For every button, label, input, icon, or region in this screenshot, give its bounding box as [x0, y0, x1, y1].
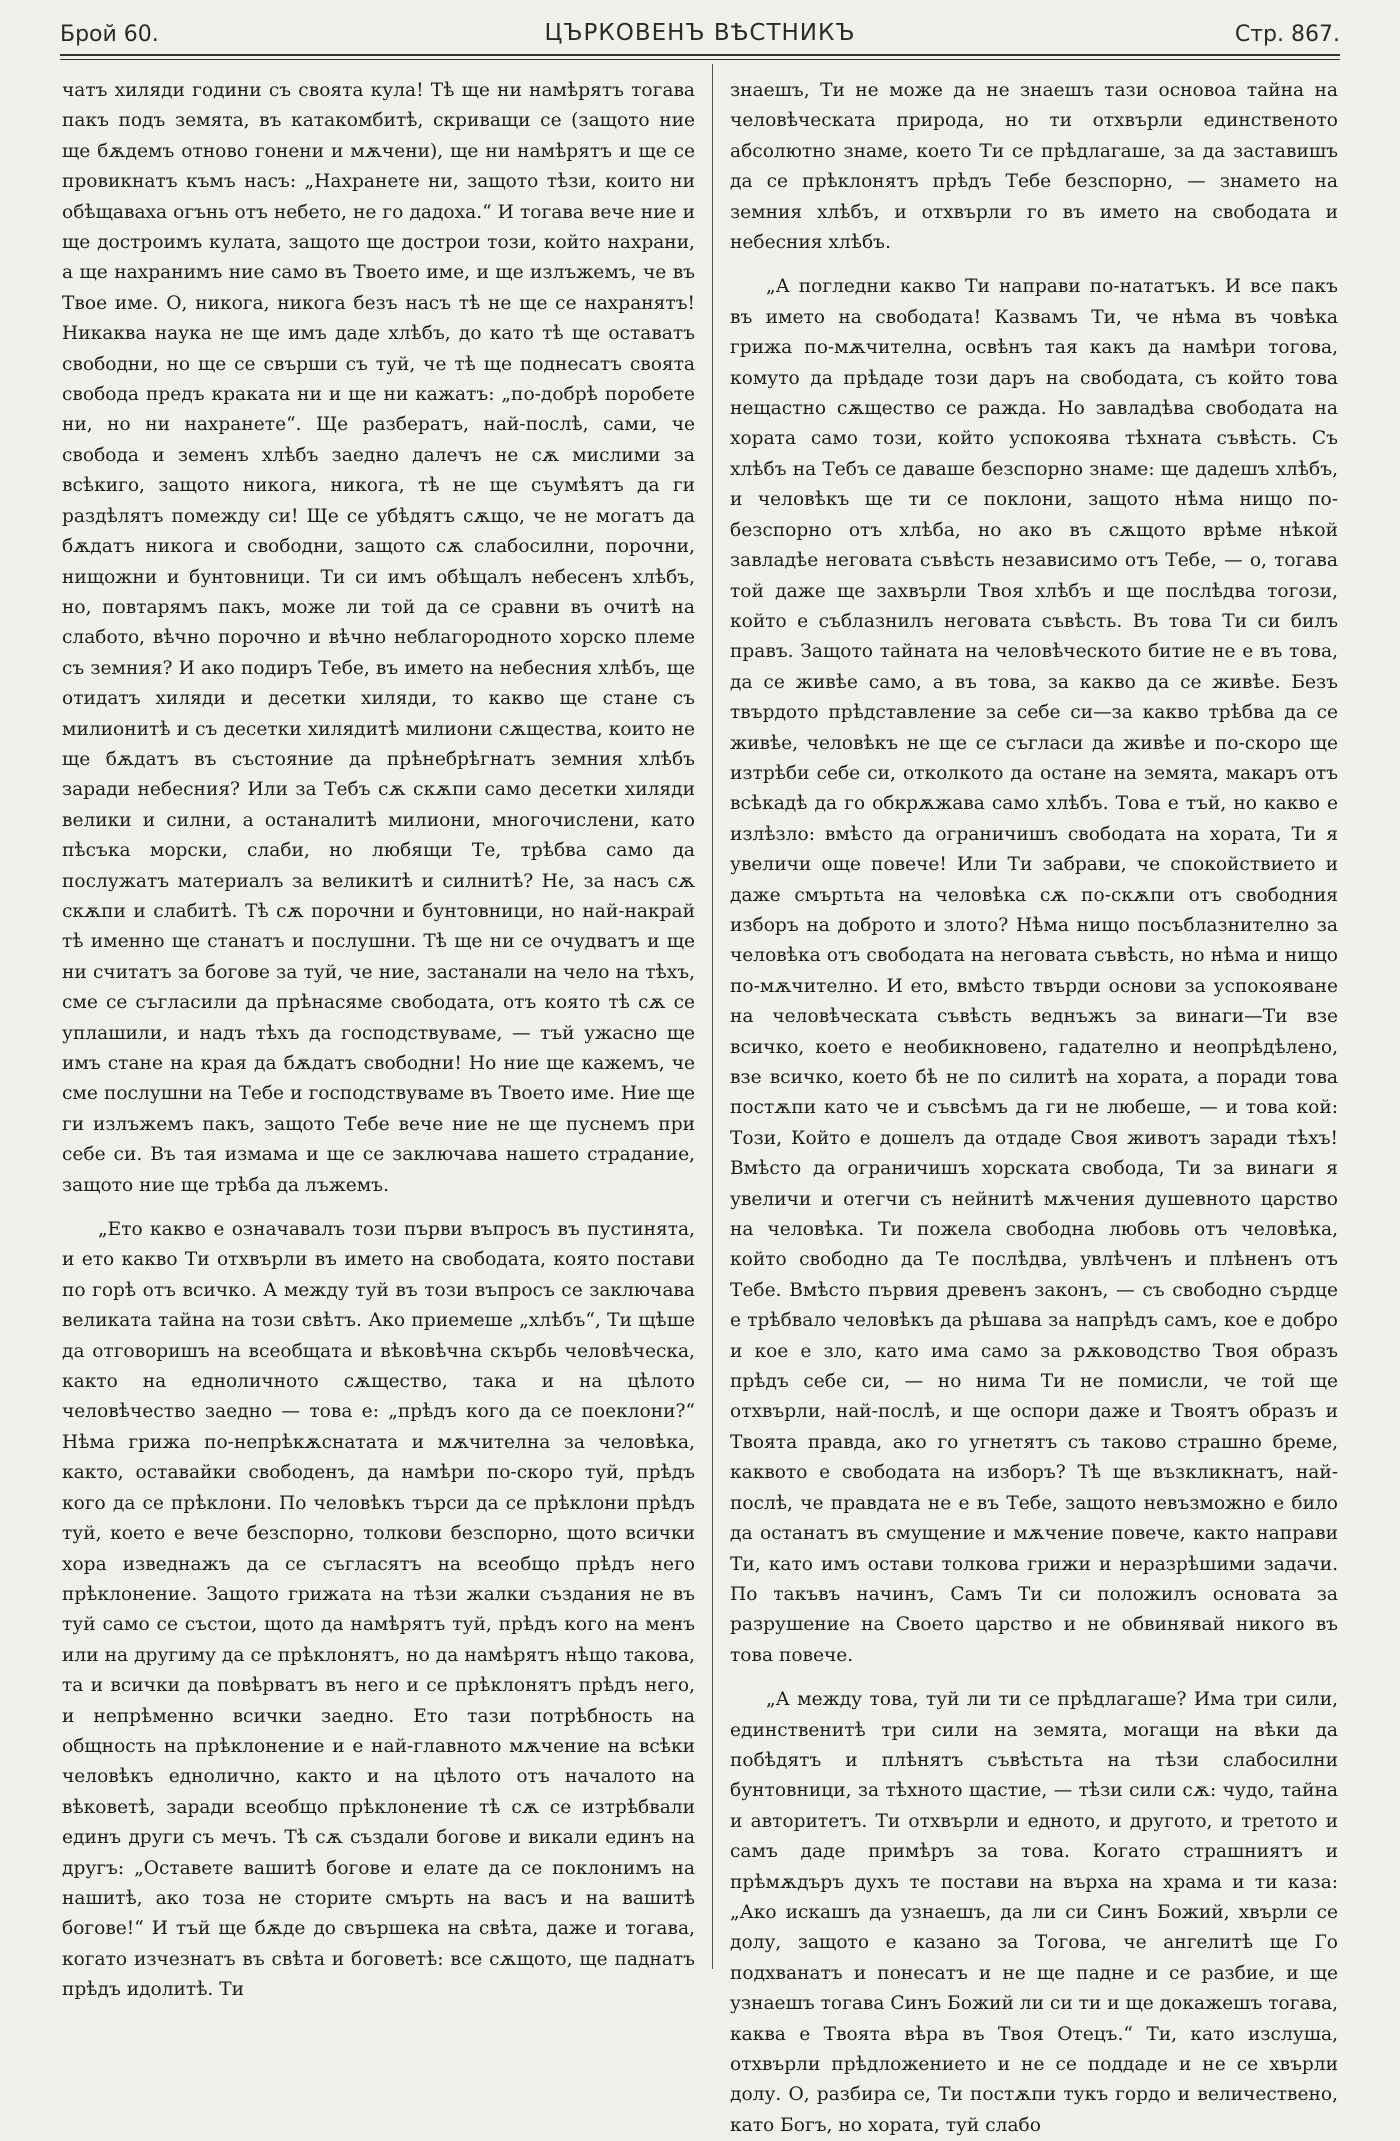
right-paragraph-1: знаешъ, Ти не може да не знаешъ тази основоа тайна на человѣческата природа, но ти отхвърли единственото абсолютно знаме, което Ти се прѣдлагаше, за да заставишъ да се прѣклонятъ прѣдъ Тебе безспорно, — знамето на земния хлѣбъ, и отхвърли го въ името на свободата и небесния хлѣбъ.	[730, 80, 1338, 254]
right-paragraph-2: „А погледни какво Ти направи по-нататъкъ. И все пакъ въ името на свободата! Казвамъ Ти, че нѣма въ човѣка грижа по-мѫчителна, освѣнъ тая какъ да намѣри тогова, комуто да прѣдаде този даръ на свободата, съ който това нещастно сѫщество се ражда. Но завладѣва свободата на хората само този, който успокоява тѣхната съвѣсть. Съ хлѣбъ на Тебъ се даваше безспорно знаме: ще дадешъ хлѣбъ, и человѣкъ ще ти се поклони, защото нѣма нищо по-безспорно отъ хлѣба, но ако въ сѫщото врѣме нѣкой завладѣе неговата съвѣсть независимо отъ Тебе, — о, тогава той даже ще захвърли Твоя хлѣбъ и ще послѣдва тогози, който е съблазнилъ неговата съвѣсть. Въ това Ти си билъ правъ. Защото тайната на человѣческото битие не е въ това, да се живѣе само, а въ това, за какво да се живѣе. Безъ твърдото прѣдставление за себе си—за какво трѣбва да се живѣе, человѣкъ не ще се съгласи да живѣе и по-скоро ще изтрѣби себе си, отколкото да остане на земята, макаръ отъ всѣкадѣ да го обкрѫжава само хлѣбъ. Това е тъй, но какво е излѣзло: вмѣсто да ограничишъ свободата на хората, Ти я увеличи още повече! Или Ти забрави, че спокойствието и даже смъртьта на человѣка сѫ по-скѫпи отъ свободния изборъ на доброто и злото? Нѣма нищо посъблазнително за человѣка отъ свободата на неговата съвѣсть, но нѣма и нищо по-мѫчително. И ето, вмѣсто твърди основи за успокояване на человѣческата съвѣсть веднъжъ за винаги—Ти взе всичко, което е необикновено, гадателно и неопрѣдѣлено, взе всичко, което бѣ не по силитѣ на хората, а поради това постѫпи като че и съвсѣмъ да ги не любеше, — и това кой: Този, Който е дошелъ да отдаде Своя животъ заради тѣхъ! Вмѣсто да ограничишъ хорската свобода, Ти за винаги я увеличи и отегчи съ нейнитѣ мѫчения душевното царство на человѣка. Ти пожела свободна любовь отъ человѣка, който свободно да Те послѣдва, увлѣченъ и плѣненъ отъ Тебе. Вмѣсто първия древенъ законъ, — съ свободно сърдце е трѣбвало человѣкъ да рѣшава за напрѣдъ самъ, кое е добро и кое е зло, като има само за рѫководство Твоя образъ прѣдъ себе си, — но нима Ти не помисли, че той ще отхвърли, най-послѣ, и ще оспори даже и Твоятъ образъ и Твоята правда, ако го угнетятъ съ таково страшно бреме, каквото е свободата на изборъ? Тѣ ще възкликнатъ, най-послѣ, че правдата не е въ Тебе, защото невъзможно е било да останатъ въ смущение и мѫчение повече, както направи Ти, като имъ остави толкова грижи и неразрѣшими задачи. По такъвъ начинъ, Самъ Ти си положилъ основата за разрушение на Своето царство и не обвинявай никого въ това повече.	[730, 276, 1338, 1666]
right-paragraph-3: „А между това, туй ли ти се прѣдлагаше? Има три сили, единственитѣ три сили на земята, могащи на вѣки да побѣдятъ и плѣнятъ съвѣстьта на тѣзи слабосилни бунтовници, за тѣхното щастие, — тѣзи сили сѫ: чудо, тайна и авторитетъ. Ти отхвърли и едното, и другото, и третото и самъ даде примѣръ за това. Когато страшниятъ и прѣмѫдъръ духъ те постави на върха на храма и ти каза: „Ако искашъ да узнаешъ, да ли си Синъ Божий, хвърли се долу, защото е казано за Тогова, че ангелитѣ ще Го подхванатъ и понесатъ и не ще падне и се разбие, и ще узнаешъ тогава Синъ Божий ли си ти и ще докажешъ тогава, каква е Твоята вѣра въ Твоя Отецъ.“ Ти, като изслуша, отхвърли прѣдложението и не се поддаде и не се хвърли долу. О, разбира се, Ти постѫпи тукъ гордо и величествено, като Богъ, но хората, туй слабо	[730, 1689, 1338, 2136]
left-paragraph-2: „Ето какво е означавалъ този първи въпросъ въ пустинята, и ето какво Ти отхвърли въ името на свободата, която постави по горѣ отъ всичко. А между туй въ този въпросъ се заключава великата тайна на този свѣтъ. Ако приемеше „хлѣбъ“, Ти щѣше да отговоришъ на всеобщата и вѣковѣчна скърбь человѣческа, както на едноличното сѫщество, така и на цѣлото человѣчество заедно — това е: „прѣдъ кого да се поеклони?“ Нѣма грижа по-непрѣкѫснатата и мѫчителна за человѣка, както, оставайки свободенъ, да намѣри по-скоро туй, прѣдъ кого да се прѣклони. По человѣкъ търси да се прѣклони прѣдъ туй, което е вече безспорно, толкови безспорно, щото всички хора изведнажъ да се съгласятъ на всеобщо прѣдъ него прѣклонение. Защото грижата на тѣзи жалки създания не въ туй само се състои, щото да намѣрятъ туй, прѣдъ кого на менъ или на другиму да се прѣклонятъ, но да намѣрятъ нѣщо такова, та и всички да повѣрватъ въ него и се прѣклонятъ прѣдъ него, и непрѣменно всички заедно. Ето тази потрѣбность на общность на прѣклонение и е най-главното мѫчение на всѣки человѣкъ еднолично, както и на цѣлото отъ началото на вѣковетѣ, заради всеобщо прѣклонение тѣ сѫ се изтрѣбвали единъ други съ мечъ. Тѣ сѫ създали богове и викали единъ на другъ: „Оставете вашитѣ богове и елате да се поклонимъ на нашитѣ, ако тоза не сторите смърть на васъ и на вашитѣ богове!“ И тъй ще бѫде до свършека на свѣта, даже и тогава, когато изчезнатъ въ свѣта и боговетѣ: все сѫщото, ще паднатъ прѣдъ идолитѣ. Ти	[62, 1219, 695, 2001]
left-column	[62, 76, 695, 2001]
newspaper-title: ЦЪРКОВЕНЪ ВѢСТНИКЪ	[544, 20, 856, 46]
page-header	[60, 18, 1340, 52]
header-rule-thin	[60, 59, 1340, 60]
column-divider	[712, 64, 713, 1969]
header-rule-thick	[60, 54, 1340, 56]
left-paragraph-1: чатъ хиляди години съ своята кула! Тѣ ще ни намѣрятъ тогава пакъ подъ земята, въ катакомбитѣ, скриващи се (защото ние ще бѫдемъ отново гонени и мѫчени), ще ни намѣрятъ и ще се провикнатъ къмъ насъ: „Нахранете ни, защото тѣзи, които ни обѣщаваха огънь отъ небето, не го дадоха.“ И тогава вече ние и ще достроимъ кулата, защото ще дострои този, който нахрани, а ще нахранимъ ние само въ Твоето име, и ще излъжемъ, че въ Твое име. О, никога, никога безъ насъ тѣ не ще се нахранятъ! Никаква наука не ще имъ даде хлѣбъ, до като тѣ ще оставатъ свободни, но ще се свърши съ туй, че тѣ ще поднесатъ своята свобода предъ краката ни и ще ни кажатъ: „по-добрѣ поробете ни, но ни нахранете“. Ще разбератъ, най-послѣ, сами, че свобода и земенъ хлѣбъ заедно далечъ не сѫ мислими за всѣкиго, защото никога, никога, тѣ не ще съумѣятъ да ги раздѣлятъ помежду си! Ще се убѣдятъ сѫщо, че не могатъ да бѫдатъ никога и свободни, защото сѫ слабосилни, порочни, нищожни и бунтовници. Ти си имъ обѣщалъ небесенъ хлѣбъ, но, повтарямъ пакъ, може ли той да се сравни въ очитѣ на слабото, вѣчно порочно и вѣчно неблагородното хорско племе съ земния? И ако подиръ Тебе, въ името на небесния хлѣбъ, ще отидатъ хиляди и десетки хиляди, то какво ще стане съ милионитѣ и съ десетки хилядитѣ милиони сѫщества, които не ще бѫдатъ въ състояние да прѣнебрѣгнатъ земния хлѣбъ заради небесния? Или за Тебъ сѫ скѫпи само десетки хиляди велики и силни, а останалитѣ милиони, многочислени, като пѣсъка морски, слаби, но любящи Те, трѣбва само да послужатъ материалъ за великитѣ и силнитѣ? Не, за насъ сѫ скѫпи и слабитѣ. Тѣ сѫ порочни и бунтовници, но най-накрай тѣ именно ще станатъ и послушни. Тѣ ще ни се очудватъ и ще ни считатъ за богове за туй, че ние, застанали на чело на тѣхъ, сме се съгласили да прѣнасяме свободата, отъ която тѣ сѫ се уплашили, и надъ тѣхъ да господствуваме, — тъй ужасно ще имъ стане на края да бѫдатъ свободни! Но ние ще кажемъ, че сме послушни на Тебе и господствуваме въ Твоето име. Ние ще ги излъжемъ пакъ, защото Тебе вече ние не ще пуснемъ при себе си. Въ тая измама и ще се заключава нашето страдание, защото ние ще трѣба да лъжемъ.	[62, 80, 695, 1196]
issue-number: Брой 60.	[60, 22, 159, 47]
page-number: Стр. 867.	[1234, 22, 1340, 47]
right-column	[730, 76, 1338, 2136]
